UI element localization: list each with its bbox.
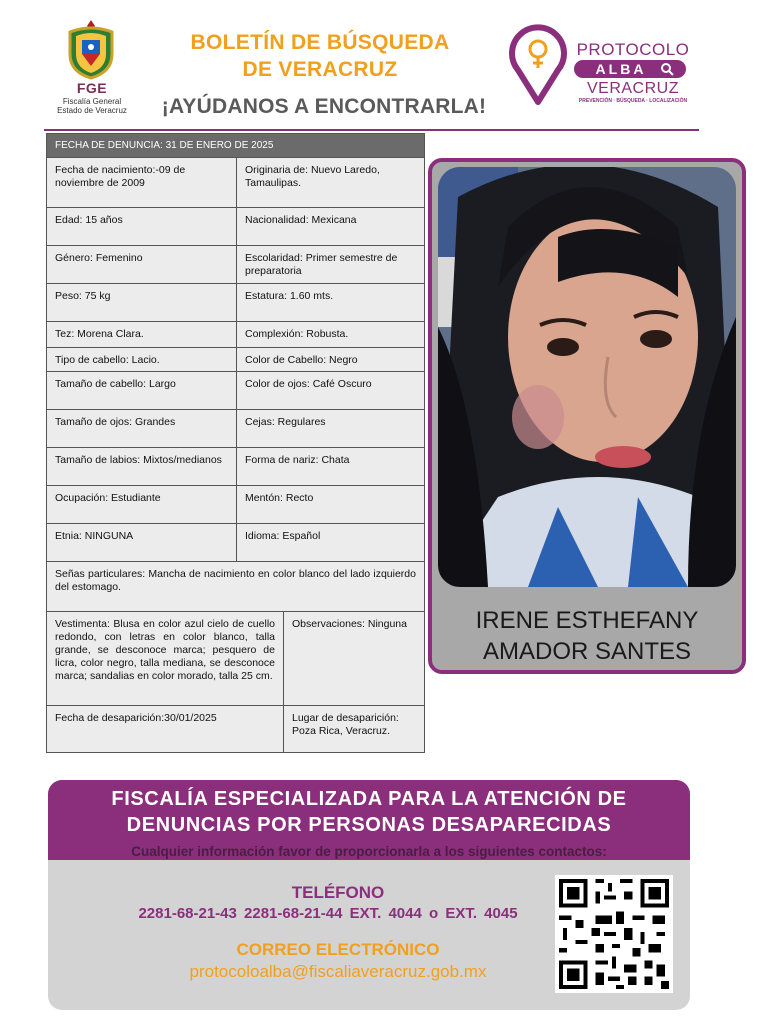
table-row xyxy=(47,322,424,348)
table-row xyxy=(47,158,424,208)
telefono-label: TELÉFONO xyxy=(291,883,385,902)
header-divider xyxy=(44,129,699,131)
search-icon xyxy=(660,62,676,76)
fge-subtitle-line1: Fiscalía General xyxy=(62,97,122,106)
person-name-line1: IRENE ESTHEFANY xyxy=(475,607,699,634)
contact-note: Cualquier información favor de proporcionarla a los siguientes contactos: xyxy=(131,844,607,859)
veracruz-seal-logo xyxy=(62,18,120,80)
vestimenta: Vestimenta: Blusa en color azul cielo de cuello redondo, con letras en color blanco, talla grande, se desconoce marca; pesquero de licra, color negro, talla mediana, se desconoce marca; sandalias en color morado, talla 25 cm. xyxy=(47,612,284,705)
protocolo-alba-pin-icon xyxy=(508,24,568,106)
person-photo xyxy=(438,167,736,587)
table-row xyxy=(47,486,424,524)
table-row-desaparicion xyxy=(47,706,424,752)
table-row xyxy=(47,524,424,562)
table-cell: Tamaño de ojos: Grandes xyxy=(47,410,237,447)
table-cell: Peso: 75 kg xyxy=(47,284,237,321)
bulletin-title-line2: DE VERACRUZ xyxy=(242,58,398,81)
fecha-denuncia: FECHA DE DENUNCIA: 31 DE ENERO DE 2025 xyxy=(55,140,274,151)
table-row xyxy=(47,410,424,448)
protocolo-tagline: PREVENCIÓN · BÚSQUEDA · LOCALIZACIÓN xyxy=(578,98,688,104)
table-row-senas xyxy=(47,562,424,612)
table-cell: Color de Cabello: Negro xyxy=(245,354,358,366)
email-address[interactable]: protocoloalba@fiscaliaveracruz.gob.mx xyxy=(189,962,487,981)
table-cell: Idioma: Español xyxy=(245,530,321,542)
table-row xyxy=(47,372,424,410)
table-cell: Escolaridad: Primer semestre de preparatoria xyxy=(245,252,398,277)
fge-label: FGE xyxy=(76,80,108,96)
lugar-desaparicion: Lugar de desaparición: Poza Rica, Veracruz. xyxy=(292,712,399,737)
table-cell: Complexión: Robusta. xyxy=(245,328,349,340)
table-cell: Género: Femenino xyxy=(47,246,237,283)
person-name-line2: AMADOR SANTES xyxy=(482,638,692,665)
table-cell: Tipo de cabello: Lacio. xyxy=(47,348,237,371)
photo-card xyxy=(428,158,746,674)
telefono-numbers: 2281-68-21-43 2281-68-21-44 EXT. 4044 o EXT. 4045 xyxy=(138,905,518,922)
email-label: CORREO ELECTRÓNICO xyxy=(236,940,440,959)
senas-particulares: Señas particulares: Mancha de nacimiento en color blanco del lado izquierdo del estomago. xyxy=(55,568,416,593)
slogan: ¡AYÚDANOS A ENCONTRARLA! xyxy=(161,95,487,118)
table-row-vestimenta xyxy=(47,612,424,706)
bulletin-title-line1: BOLETÍN DE BÚSQUEDA xyxy=(190,31,450,54)
table-cell: Color de ojos: Café Oscuro xyxy=(245,378,372,390)
table-cell: Edad: 15 años xyxy=(47,208,237,245)
missing-person-data-table xyxy=(46,133,425,753)
table-cell: Etnia: NINGUNA xyxy=(47,524,237,561)
table-row xyxy=(47,284,424,322)
veracruz-label: VERACRUZ xyxy=(586,80,679,97)
table-cell: Mentón: Recto xyxy=(245,492,314,504)
observaciones: Observaciones: Ninguna xyxy=(292,618,407,630)
fiscalia-title-line1: FISCALÍA ESPECIALIZADA PARA LA ATENCIÓN DE xyxy=(111,788,627,810)
table-cell: Tamaño de labios: Mixtos/medianos xyxy=(47,448,237,485)
table-cell: Fecha de nacimiento:-09 de noviembre de 2009 xyxy=(47,158,237,207)
contact-footer xyxy=(48,780,690,1010)
table-header-row xyxy=(47,134,424,158)
table-cell: Estatura: 1.60 mts. xyxy=(245,290,334,302)
qr-code[interactable] xyxy=(555,875,673,993)
fiscalia-title-line2: DENUNCIAS POR PERSONAS DESAPARECIDAS xyxy=(126,814,612,836)
table-row xyxy=(47,448,424,486)
table-cell: Cejas: Regulares xyxy=(245,416,326,428)
protocolo-label: PROTOCOLO xyxy=(576,40,690,59)
fge-subtitle xyxy=(50,97,134,115)
table-row xyxy=(47,246,424,284)
table-cell: Forma de nariz: Chata xyxy=(245,454,350,466)
table-row xyxy=(47,208,424,246)
table-cell: Originaria de: Nuevo Laredo, Tamaulipas. xyxy=(245,164,380,189)
table-cell: Ocupación: Estudiante xyxy=(47,486,237,523)
table-cell: Nacionalidad: Mexicana xyxy=(245,214,357,226)
alba-label: ALBA xyxy=(595,61,647,77)
table-row xyxy=(47,348,424,372)
fge-subtitle-line2: Estado de Veracruz xyxy=(57,106,127,115)
table-cell: Tez: Morena Clara. xyxy=(47,322,237,347)
table-cell: Tamaño de cabello: Largo xyxy=(47,372,237,409)
fecha-desaparicion: Fecha de desaparición:30/01/2025 xyxy=(47,706,284,752)
